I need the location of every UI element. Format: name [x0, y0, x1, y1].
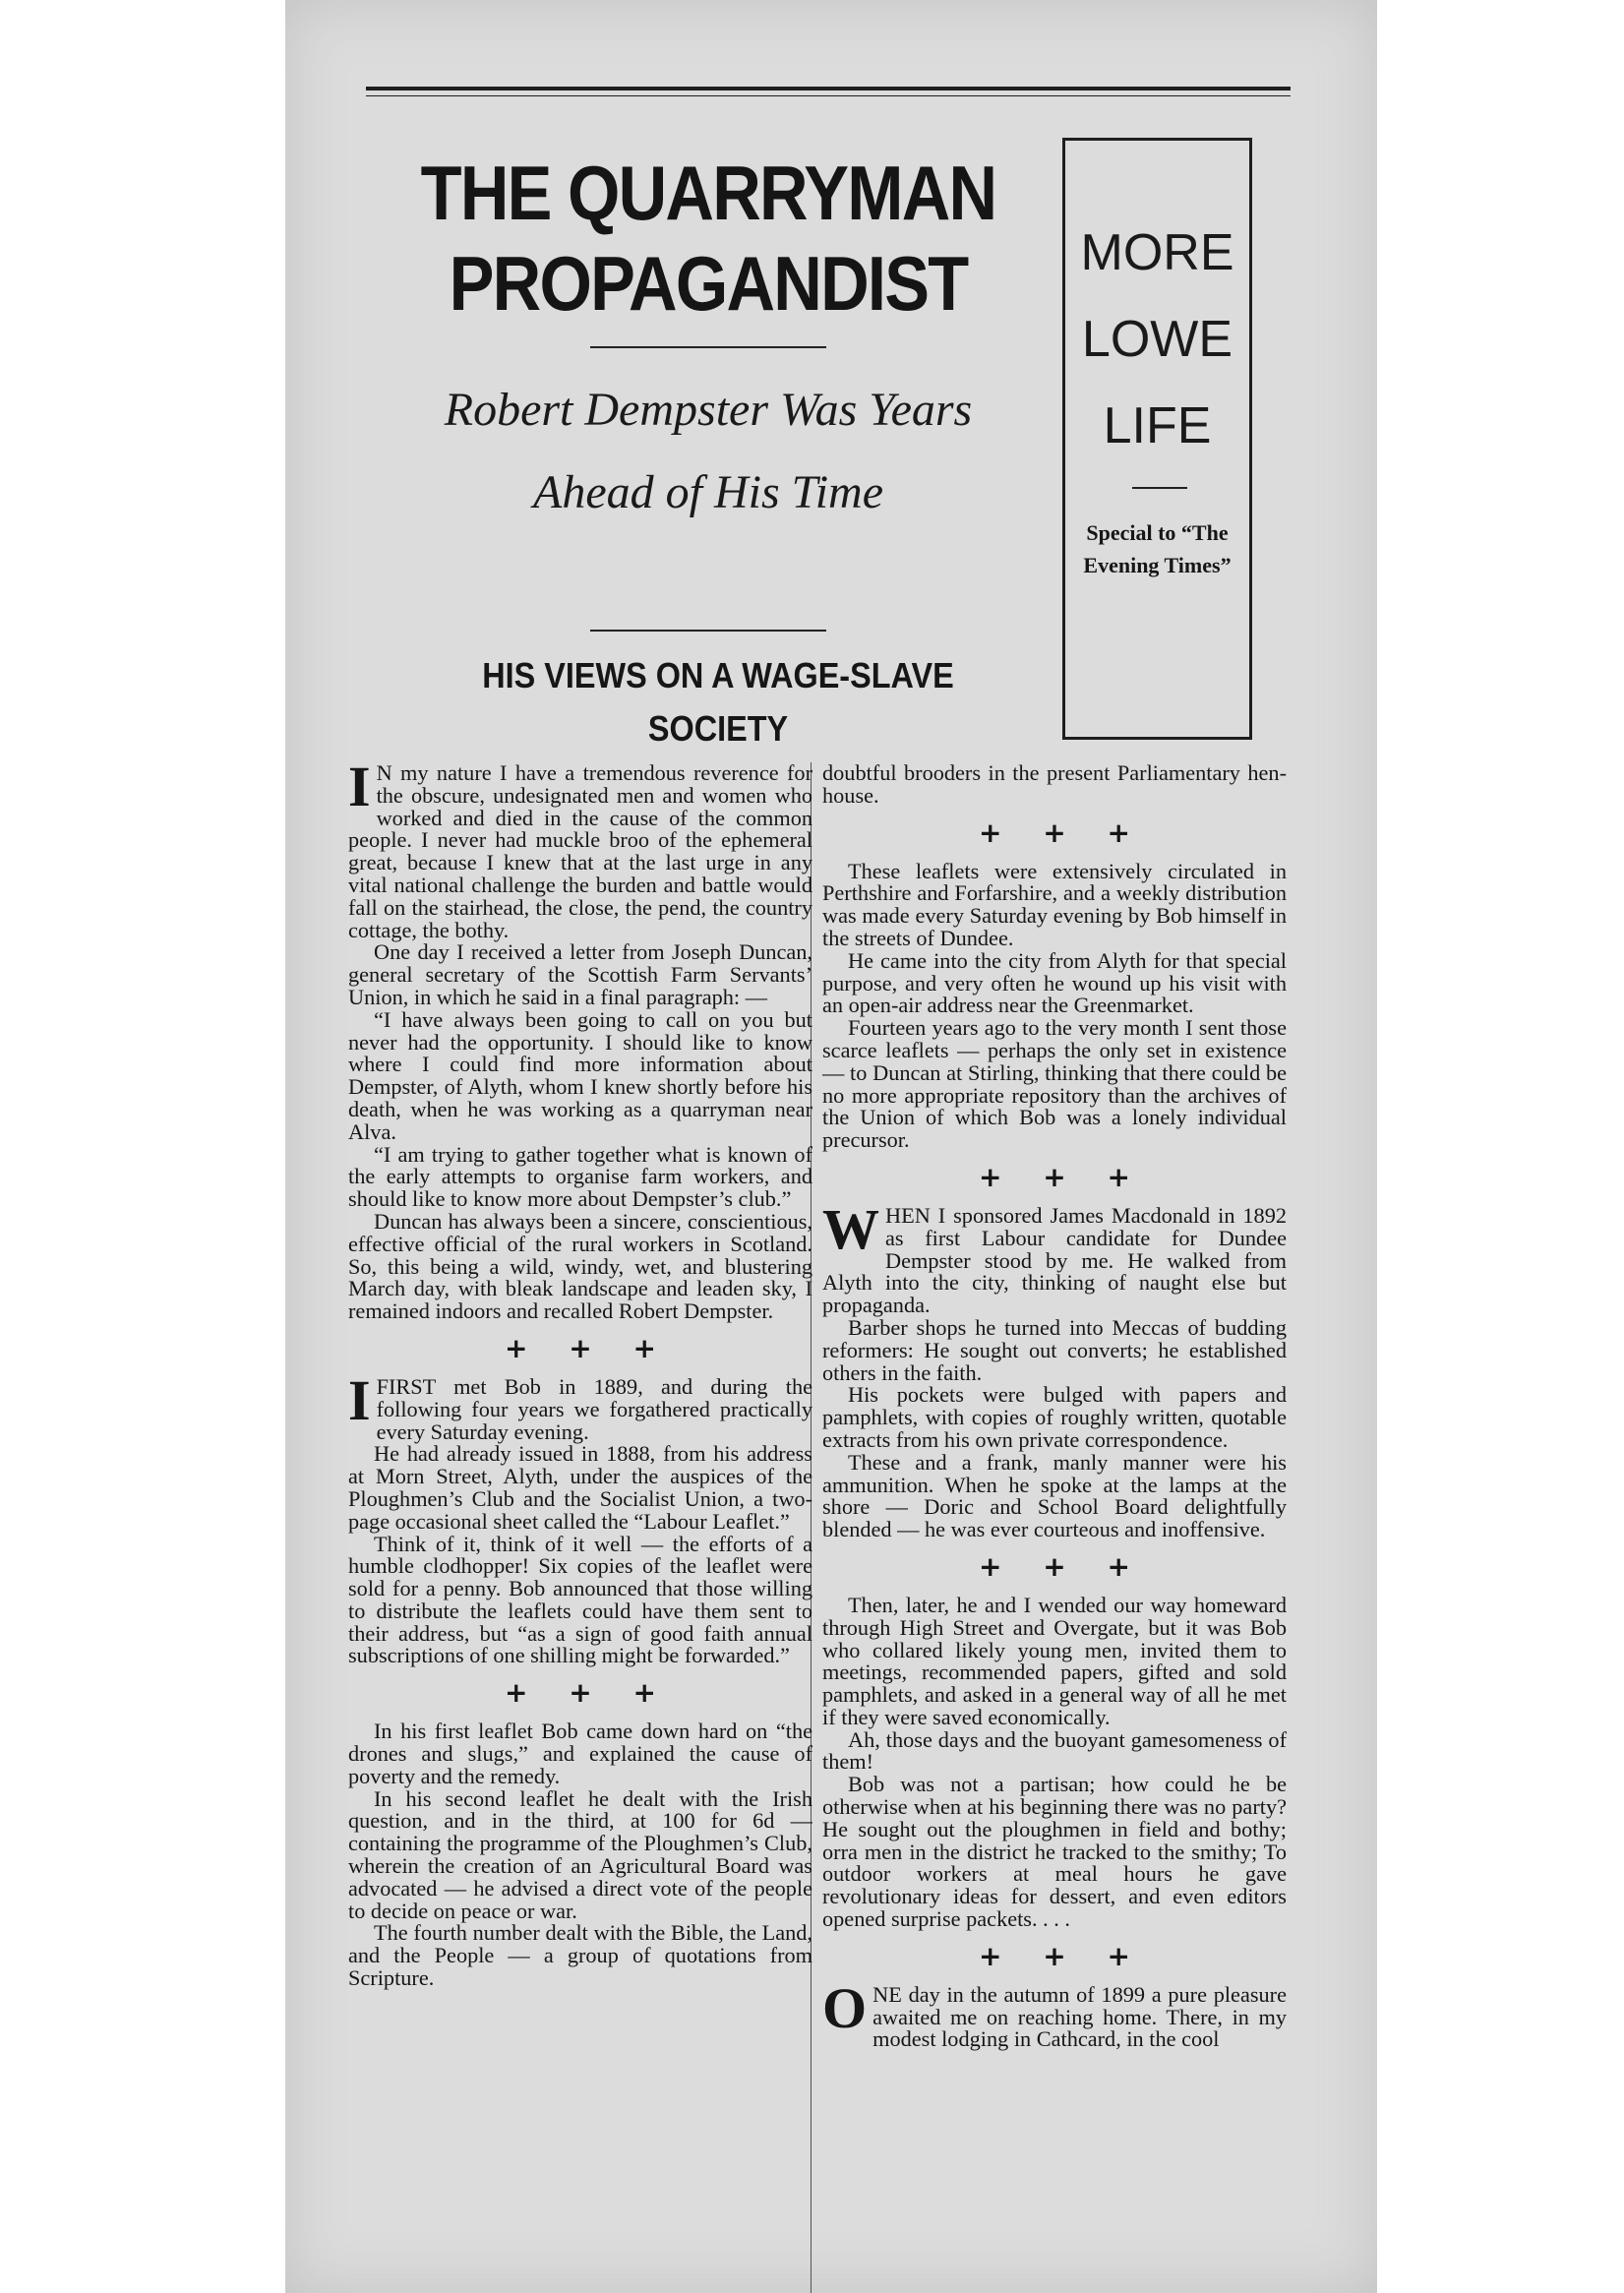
- paragraph: Bob was not a partisan; how could he be otherwise when at his beginning there was no party? He sought out the ploughmen in field and bothy; orra men in the district he tracked to the smithy; To outdoor workers at meal hours he gave revolutionary ideas for dessert, and even editors opened surprise packets. . . .: [822, 1772, 1287, 1932]
- top-rule-thin: [366, 95, 1291, 96]
- section-separator: + + +: [505, 1676, 672, 1710]
- series-title: MORE LOWE LIFE: [1080, 224, 1234, 454]
- paragraph: “I have always been going to call on you but never had the opportunity. I should like to know where I could find more information about Dempster, of Alyth, whom I knew shortly before his death, when he was working as a quarryman near Alva.: [348, 1006, 812, 1144]
- series-credit: Special to “The Evening Times”: [1083, 520, 1232, 577]
- section-separator: + + +: [979, 1939, 1146, 1972]
- paragraph: Duncan has always been a sincere, conscientious, effective official of the rural workers in Scotland. So, this being a wild, windy, wet, and blustering March day, with bleak landscape and leaden sky, I remained indoors and recalled Robert Dempster.: [348, 1208, 812, 1324]
- drop-cap: W: [822, 1196, 879, 1261]
- article-column-right: [822, 762, 1287, 2293]
- series-box: [1062, 138, 1252, 740]
- article-column-left: [348, 762, 812, 2293]
- paragraph: In his first leaflet Bob came down hard on “the drones and slugs,” and explained the cause of poverty and the remedy.: [348, 1719, 812, 1788]
- paragraph: His pockets were bulged with papers and pamphlets, with copies of roughly written, quotable extracts from his own private correspondence.: [822, 1382, 1287, 1452]
- section-separator: + + +: [979, 1160, 1146, 1193]
- subheadline: Robert Dempster Was Years Ahead of His Time: [444, 384, 973, 518]
- paragraph: I N my nature I have a tremendous reverence for the obscure, undesignated men and women who worked and died in the cause of the common people. I never had muckle broo of the ephemeral great, because I knew that at the last urge in any vital national challenge the burden and battle would fall on the stairhead, the close, the pend, the country cottage, the bothy.: [348, 762, 812, 942]
- paragraph: “I am trying to gather together what is known of the early attempts to organise farm workers, and should like to know more about Dempster’s club.”: [348, 1141, 812, 1212]
- series-divider: [1132, 487, 1187, 489]
- paragraph: These and a frank, manly manner were his ammunition. When he spoke at the lamps at the shore — Doric and School Board delightfully blended — he was ever courteous and inoffensive.: [822, 1449, 1287, 1542]
- paragraph: These leaflets were extensively circulated in Perthshire and Forfarshire, and a weekly distribution was made every Saturday evening by Bob himself in the streets of Dundee.: [822, 858, 1287, 950]
- paragraph: ONE day in the autumn of 1899 a pure pleasure awaited me on reaching home. There, in my modest lodging in Cathcard, in the cool: [822, 1975, 1287, 2052]
- paragraph: Ah, those days and the buoyant gamesomeness of them!: [822, 1726, 1287, 1775]
- paragraph: WHEN I sponsored James Macdonald in 1892 as first Labour candidate for Dundee Dempster stood by me. He walked from Alyth into the city, thinking of naught else but propaganda.: [822, 1196, 1287, 1318]
- section-separator: + + +: [979, 815, 1146, 849]
- paragraph: Barber shops he turned into Meccas of budding reformers: He sought out converts; he established others in the faith.: [822, 1314, 1287, 1385]
- headline: THE QUARRYMAN PROPAGANDIST: [420, 150, 996, 327]
- paragraph: IFIRST met Bob in 1889, and during the following four years we forgathered practically every Saturday evening.: [348, 1367, 812, 1444]
- paragraph: He came into the city from Alyth for that special purpose, and very often he wound up his visit with an open-air address near the Greenmarket.: [822, 947, 1287, 1018]
- paragraph: He had already issued in 1888, from his address at Morn Street, Alyth, under the auspices of the Ploughmen’s Club and the Socialist Union, a two-page occasional sheet called the “Labour Leaflet.”: [348, 1441, 812, 1534]
- drop-cap: O: [822, 1975, 868, 2040]
- paragraph: Think of it, think of it well — the efforts of a humble clodhopper! Six copies of the leaflet were sold for a penny. Bob announced that those willing to distribute the leaflets could have them sent to their address, but “as a sign of good faith annual subscriptions of one shilling might be forwarded.”: [348, 1531, 812, 1668]
- paragraph: One day I received a letter from Joseph Duncan, general secretary of the Scottish Farm Servants’ Union, in which he said in a final paragraph: —: [348, 939, 812, 1009]
- paragraph: The fourth number dealt with the Bible, the Land, and the People — a group of quotations from Scripture.: [348, 1920, 812, 1991]
- top-rule: [366, 87, 1291, 91]
- subhead-divider: [590, 630, 826, 632]
- paragraph: Fourteen years ago to the very month I sent those scarce leaflets — perhaps the only set in existence — to Duncan at Stirling, thinking that there could be no more appropriate repository than the archives of the Union of which Bob was a lonely individual precursor.: [822, 1015, 1287, 1153]
- paragraph: In his second leaflet he dealt with the Irish question, and in the third, at 100 for 6d — containing the programme of the Ploughmen’s Club, wherein the creation of an Agricultural Board was advocated — he advised a direct vote of the people to decide on peace or war.: [348, 1785, 812, 1923]
- section-separator: + + +: [979, 1549, 1146, 1583]
- drop-cap: I: [348, 762, 371, 818]
- headline-divider: [590, 346, 826, 348]
- paragraph: doubtful brooders in the present Parliamentary hen-house.: [822, 762, 1287, 808]
- paragraph: Then, later, he and I wended our way homeward through High Street and Overgate, but it was Bob who collared likely young men, invited them to meetings, recommended papers, gifted and sold pamphlets, and asked in a general way of all he met if they were saved economically.: [822, 1592, 1287, 1729]
- section-separator: + + +: [505, 1331, 672, 1364]
- drop-cap: I: [348, 1367, 371, 1432]
- strapline: HIS VIEWS ON A WAGE-SLAVE SOCIETY: [482, 655, 954, 749]
